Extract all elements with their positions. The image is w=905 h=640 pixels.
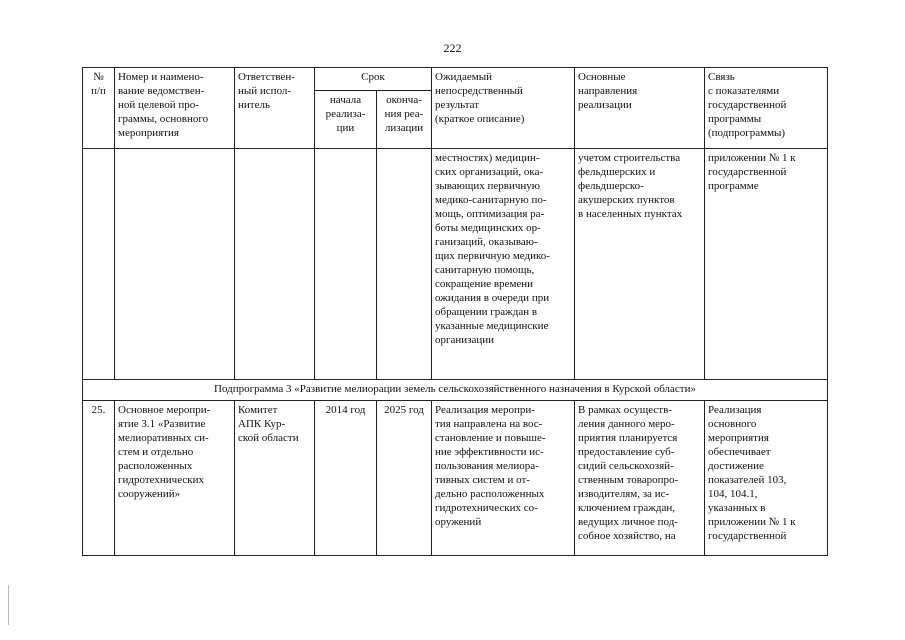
text-line: приложении № 1 к xyxy=(708,516,796,528)
header-directions xyxy=(575,68,705,149)
cell-responsible xyxy=(235,149,315,380)
text-line: местностях) медицин- xyxy=(435,152,540,164)
subprogram-row xyxy=(83,380,828,401)
text-line: лизации xyxy=(384,122,424,134)
text-line: сооружений» xyxy=(118,488,181,500)
text-line: ключением граждан, xyxy=(578,502,676,514)
text-line: Комитет xyxy=(238,404,278,416)
header-end xyxy=(377,91,432,149)
text-line: тия направлена на вос- xyxy=(435,418,543,430)
text-line: ления данного меро- xyxy=(578,418,675,430)
text-line: обеспечивает xyxy=(708,446,771,458)
cell-start: 2014 год xyxy=(315,401,377,556)
text-line: указанные медицинские xyxy=(435,320,549,332)
text-line: предоставление суб- xyxy=(578,446,675,458)
cell-end xyxy=(377,149,432,380)
text-line: собное хозяйство, на xyxy=(578,530,676,542)
header-responsible xyxy=(235,68,315,149)
text-line: АПК Кур- xyxy=(238,418,286,430)
text-line: ния реа- xyxy=(384,108,424,120)
table-row-continued xyxy=(83,149,828,380)
page-number: 222 xyxy=(443,41,462,55)
text-line: зывающих первичную xyxy=(435,180,540,192)
text-line: программе xyxy=(708,180,759,192)
text-line: результат xyxy=(435,99,480,111)
text-line: непосредственный xyxy=(435,85,523,97)
text-line: реализации xyxy=(578,99,632,111)
text-line: обращении граждан в xyxy=(435,306,538,318)
text-line: Реализация меропри- xyxy=(435,404,535,416)
text-line: основного xyxy=(708,418,757,430)
text-line: мероприятия xyxy=(708,432,769,444)
scan-artifact xyxy=(8,585,9,625)
text-line: ятие 3.1 «Развитие xyxy=(118,418,206,430)
text-line: оружений xyxy=(435,516,482,528)
text-line: с показателями xyxy=(708,85,780,97)
text-line: достижение xyxy=(708,460,764,472)
text-line: реализа- xyxy=(325,108,366,120)
header-num xyxy=(83,68,115,149)
text-line: ской области xyxy=(238,432,299,444)
text-line: боты медицинских ор- xyxy=(435,222,541,234)
text-line: санитарную помощь, xyxy=(435,264,535,276)
text-line: дельно расположенных xyxy=(435,488,545,500)
text-line: Основное меропри- xyxy=(118,404,211,416)
text-line: в населенных пунктах xyxy=(578,208,683,220)
text-line: фельдшерских и xyxy=(578,166,656,178)
text-line: ганизаций, оказываю- xyxy=(435,236,538,248)
text-line: становление и повыше- xyxy=(435,432,546,444)
text-line: Связь xyxy=(708,71,735,83)
text-line: сидий сельскохозяй- xyxy=(578,460,674,472)
header-row xyxy=(83,68,828,91)
header-name xyxy=(115,68,235,149)
text-line: программы xyxy=(708,113,762,125)
cell-directions xyxy=(575,401,705,556)
table-row-25 xyxy=(83,401,828,556)
program-table xyxy=(82,67,828,556)
text-line: государственной xyxy=(708,166,787,178)
text-line: организации xyxy=(435,334,495,346)
header-link xyxy=(705,68,828,149)
cell-name xyxy=(115,149,235,380)
text-line: мелиоративных си- xyxy=(118,432,209,444)
text-line: п/п xyxy=(91,85,106,97)
text-line: мероприятия xyxy=(118,127,179,139)
cell-num: 25. xyxy=(83,401,115,556)
text-line: гидротехнических со- xyxy=(435,502,538,514)
text-line: (подпрограммы) xyxy=(708,127,786,139)
text-line: ведущих личное под- xyxy=(578,516,678,528)
text-line: граммы, основного xyxy=(118,113,209,125)
text-line: пользования мелиора- xyxy=(435,460,539,472)
cell-num xyxy=(83,149,115,380)
cell-link xyxy=(705,149,828,380)
text-line: ный испол- xyxy=(238,85,292,97)
text-line: ских организаций, ока- xyxy=(435,166,544,178)
text-line: учетом строительства xyxy=(578,152,681,164)
text-line: В рамках осуществ- xyxy=(578,404,672,416)
text-line: тивных систем и от- xyxy=(435,474,530,486)
text-line: направления xyxy=(578,85,638,97)
cell-end: 2025 год xyxy=(377,401,432,556)
cell-responsible xyxy=(235,401,315,556)
cell-result xyxy=(432,149,575,380)
text-line: Основные xyxy=(578,71,626,83)
text-line: приложении № 1 к xyxy=(708,152,796,164)
text-line: государственной xyxy=(708,99,787,111)
text-line: медико-санитарную по- xyxy=(435,194,547,206)
text-line: мощь, оптимизация ра- xyxy=(435,208,545,220)
cell-start xyxy=(315,149,377,380)
text-line: (краткое описание) xyxy=(435,113,525,125)
text-line: щих первичную медико- xyxy=(435,250,550,262)
text-line: ожидания в очереди при xyxy=(435,292,550,304)
text-line: приятия планируется xyxy=(578,432,678,444)
text-line: фельдшерско- xyxy=(578,180,644,192)
text-line: акушерских пунктов xyxy=(578,194,675,206)
text-line: № xyxy=(93,71,104,83)
text-line: Ответствен- xyxy=(238,71,295,83)
text-line: стем и отдельно xyxy=(118,446,194,458)
text-line: ственным товаропро- xyxy=(578,474,679,486)
cell-name xyxy=(115,401,235,556)
text-line: расположенных xyxy=(118,460,193,472)
header-start xyxy=(315,91,377,149)
text-line: гидротехнических xyxy=(118,474,204,486)
subprogram-title: Подпрограмма 3 «Развитие мелиорации земель сельскохозяйственного назначения в Курской области» xyxy=(83,380,828,401)
text-line: Ожидаемый xyxy=(435,71,493,83)
text-line: государственной xyxy=(708,530,787,542)
cell-link xyxy=(705,401,828,556)
text-line: изводителям, за ис- xyxy=(578,488,670,500)
text-line: Номер и наимено- xyxy=(118,71,204,83)
text-line: нитель xyxy=(238,99,270,111)
text-line: Реализация xyxy=(708,404,762,416)
text-line: показателей 103, xyxy=(708,474,787,486)
cell-result xyxy=(432,401,575,556)
text-line: начала xyxy=(329,94,362,106)
text-line: оконча- xyxy=(386,94,422,106)
text-line: вание ведомствен- xyxy=(118,85,205,97)
header-result xyxy=(432,68,575,149)
header-term: Срок xyxy=(315,68,432,91)
text-line: ции xyxy=(336,122,355,134)
text-line: указанных в xyxy=(708,502,766,514)
text-line: ние эффективности ис- xyxy=(435,446,544,458)
text-line: 104, 104.1, xyxy=(708,488,758,500)
text-line: сокращение времени xyxy=(435,278,534,290)
text-line: ной целевой про- xyxy=(118,99,199,111)
cell-directions xyxy=(575,149,705,380)
